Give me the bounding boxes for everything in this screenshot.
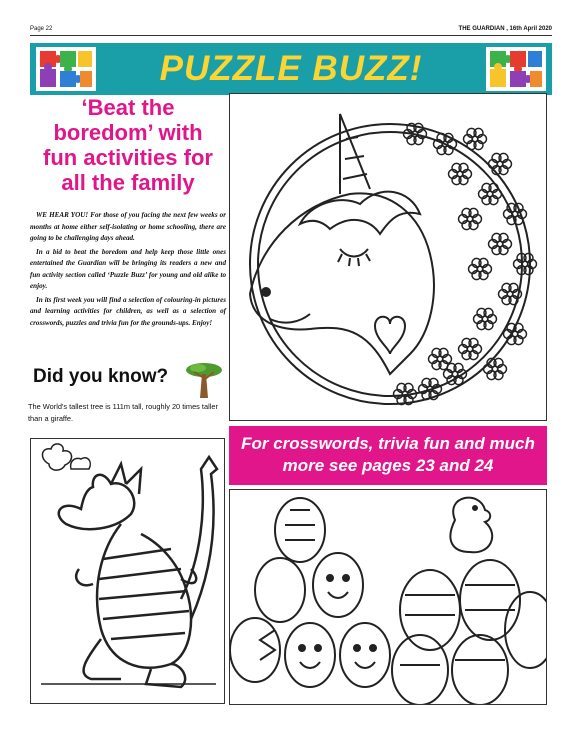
headline-line: fun activities for bbox=[43, 145, 213, 170]
crossword-promo bbox=[229, 426, 547, 485]
unicorn-colouring-picture bbox=[229, 93, 547, 421]
page-header bbox=[30, 26, 552, 36]
tree-icon bbox=[184, 360, 224, 400]
article-body bbox=[30, 210, 226, 331]
article-paragraph: In a bid to beat the boredom and help keep those little ones entertained the Guardian will be bringing its readers a new and fun activity section called ‘Puzzle Buzz’ for young and old alike to enjoy. bbox=[30, 247, 226, 290]
promo-line: For crosswords, trivia fun and much bbox=[241, 434, 535, 453]
paper-name-date: THE GUARDIAN , 16th April 2020 bbox=[458, 26, 552, 32]
puzzle-pieces-logo-right bbox=[486, 47, 546, 91]
headline-line: boredom’ with bbox=[53, 120, 203, 145]
promo-line: more see pages 23 and 24 bbox=[282, 456, 494, 475]
did-you-know-fact: The World's tallest tree is 111m tall, roughly 20 times taller than a giraffe. bbox=[28, 402, 218, 423]
did-you-know-heading: Did you know? bbox=[33, 366, 169, 387]
easter-eggs-colouring-picture bbox=[229, 489, 547, 705]
page-number: Page 22 bbox=[30, 26, 53, 32]
section-banner bbox=[30, 43, 552, 95]
article-headline bbox=[30, 95, 226, 195]
headline-line: all the family bbox=[61, 170, 195, 195]
article-paragraph: In its first week you will find a selection of colouring-in pictures and learning activities for children, as well as a selection of crosswords, puzzles and trivia fun for the grounds-ups. Enjoy! bbox=[30, 295, 226, 327]
article-paragraph: WE HEAR YOU! For those of you facing the next few weeks or months at home either self-isolating or home schooling, there are going to be challenging days ahead. bbox=[30, 211, 226, 242]
banner-title: PUZZLE BUZZ! bbox=[159, 49, 423, 88]
dragon-colouring-picture bbox=[30, 438, 225, 704]
headline-line: ‘Beat the bbox=[81, 95, 175, 120]
